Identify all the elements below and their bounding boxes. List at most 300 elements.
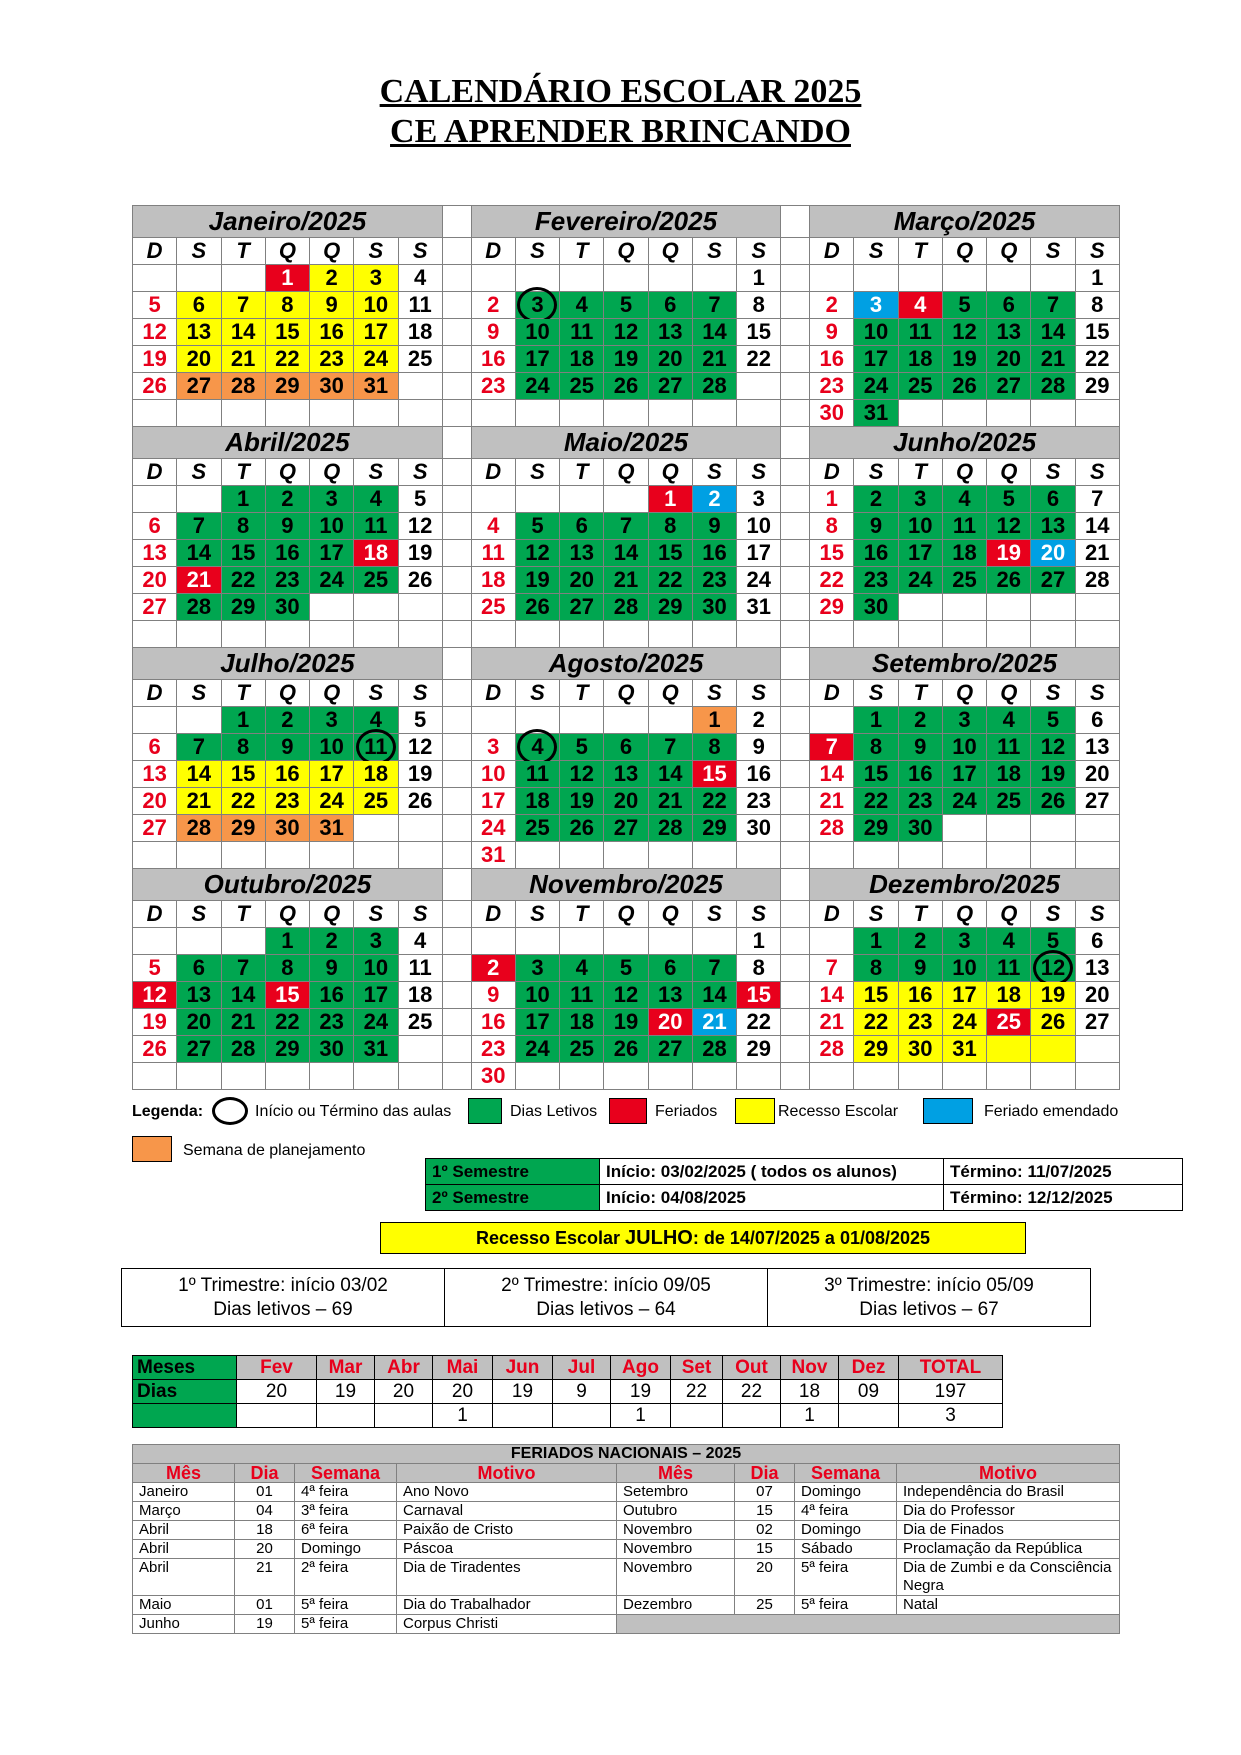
column-gap: [442, 868, 471, 900]
month-header: Maio/2025: [471, 427, 781, 459]
empty-cell: [398, 1035, 442, 1062]
day-cell: 12: [942, 319, 986, 346]
day-cell: 7: [221, 292, 265, 319]
empty-cell: [604, 400, 648, 427]
empty-cell: [398, 814, 442, 841]
empty-cell: [221, 927, 265, 954]
day-cell: 11: [942, 513, 986, 540]
day-cell: 6: [560, 513, 604, 540]
day-cell: 29: [692, 814, 736, 841]
empty-cell: [560, 265, 604, 292]
day-cell: 1: [854, 706, 898, 733]
weekday-header: Q: [265, 238, 309, 265]
column-gap: [781, 954, 810, 981]
day-cell: 21: [177, 787, 221, 814]
day-cell: 5: [515, 513, 559, 540]
school-days-row: [133, 1356, 1003, 1380]
day-cell: 12: [398, 733, 442, 760]
school-days-cell: 19: [493, 1380, 553, 1404]
holidays-header: Mês: [617, 1464, 735, 1483]
day-cell: 13: [648, 981, 692, 1008]
weekday-header: S: [177, 679, 221, 706]
semester-row: [426, 1159, 1183, 1185]
school-days-cell: Nov: [781, 1356, 839, 1380]
day-cell: 28: [221, 373, 265, 400]
empty-cell: [604, 927, 648, 954]
day-cell: 19: [515, 567, 559, 594]
day-cell: 4: [515, 733, 559, 760]
day-cell: 26: [515, 594, 559, 621]
weekday-header: S: [398, 238, 442, 265]
day-cell: 26: [604, 1035, 648, 1062]
day-cell: 19: [987, 540, 1031, 567]
month-header: Fevereiro/2025: [471, 206, 781, 238]
day-cell: 13: [604, 760, 648, 787]
day-cell: 21: [177, 567, 221, 594]
day-cell: 18: [354, 540, 398, 567]
legend-yellow-swatch: [735, 1098, 775, 1124]
empty-cell: [1031, 841, 1075, 868]
holidays-header: Mês: [133, 1464, 235, 1483]
school-days-row-label: [133, 1404, 237, 1428]
day-cell: 21: [648, 787, 692, 814]
school-days-row-label: Dias: [133, 1380, 237, 1404]
day-cell: 1: [692, 706, 736, 733]
column-gap: [442, 292, 471, 319]
school-days-cell: TOTAL: [899, 1356, 1003, 1380]
day-cell: 17: [737, 540, 781, 567]
weekday-header: S: [354, 900, 398, 927]
weekday-header: S: [737, 238, 781, 265]
table-row: [133, 1559, 1120, 1596]
day-cell: 22: [737, 1008, 781, 1035]
column-gap: [442, 238, 471, 265]
empty-cell: [133, 927, 177, 954]
day-cell: 31: [854, 400, 898, 427]
day-cell: 3: [737, 486, 781, 513]
weekday-header: D: [810, 679, 854, 706]
day-cell: 23: [810, 373, 854, 400]
empty-cell: [854, 841, 898, 868]
weekday-header: S: [177, 900, 221, 927]
weekday-header: D: [471, 238, 515, 265]
day-cell: 5: [942, 292, 986, 319]
day-cell: 11: [398, 292, 442, 319]
school-days-cell: 197: [899, 1380, 1003, 1404]
day-cell: 16: [471, 1008, 515, 1035]
day-cell: 13: [133, 760, 177, 787]
day-cell: 28: [810, 1035, 854, 1062]
holiday-cell: Sábado: [795, 1540, 897, 1559]
day-cell: 12: [515, 540, 559, 567]
day-cell: 7: [604, 513, 648, 540]
day-cell: 8: [265, 292, 309, 319]
column-gap: [442, 900, 471, 927]
empty-cell: [604, 621, 648, 648]
day-cell: 10: [854, 319, 898, 346]
day-cell: 16: [898, 760, 942, 787]
legend-blue-label: Feriado emendado: [984, 1103, 1119, 1120]
day-cell: 28: [221, 1035, 265, 1062]
day-cell: 6: [177, 954, 221, 981]
empty-cell: [471, 486, 515, 513]
school-days-cell: [553, 1404, 611, 1428]
school-days-row: [133, 1380, 1003, 1404]
holiday-cell: 5ª feira: [795, 1559, 897, 1596]
day-cell: 23: [265, 567, 309, 594]
weekday-header: S: [515, 900, 559, 927]
school-days-cell: Abr: [375, 1356, 433, 1380]
day-cell: 12: [133, 981, 177, 1008]
day-cell: 6: [648, 954, 692, 981]
empty-cell: [133, 841, 177, 868]
day-cell: 25: [898, 373, 942, 400]
weekday-header: T: [221, 238, 265, 265]
school-days-row-label: Meses: [133, 1356, 237, 1380]
weekday-header: S: [737, 679, 781, 706]
day-cell: 14: [221, 981, 265, 1008]
empty-cell: [515, 486, 559, 513]
school-days-cell: 20: [237, 1380, 317, 1404]
weekday-header: S: [692, 459, 736, 486]
weekday-header: T: [898, 900, 942, 927]
day-cell: 30: [310, 1035, 354, 1062]
day-cell: 10: [898, 513, 942, 540]
trimester-cell: [768, 1269, 1091, 1327]
day-cell: 25: [515, 814, 559, 841]
day-cell: 29: [1075, 373, 1119, 400]
legend-label: Legenda:: [132, 1103, 204, 1120]
day-cell: 21: [692, 1008, 736, 1035]
column-gap: [781, 814, 810, 841]
empty-cell: [604, 265, 648, 292]
empty-cell: [398, 841, 442, 868]
day-cell: 29: [221, 594, 265, 621]
empty-cell: [737, 841, 781, 868]
day-cell: 15: [854, 760, 898, 787]
holiday-cell: Domingo: [795, 1483, 897, 1502]
day-cell: 26: [133, 373, 177, 400]
holiday-cell: 15: [735, 1540, 795, 1559]
month-header: Outubro/2025: [133, 868, 443, 900]
weekday-header: S: [354, 679, 398, 706]
weekday-header: S: [1075, 679, 1119, 706]
day-cell: 16: [471, 346, 515, 373]
weekday-header: Q: [310, 459, 354, 486]
day-cell: 14: [1075, 513, 1119, 540]
day-cell: 4: [987, 706, 1031, 733]
day-cell: 9: [310, 954, 354, 981]
empty-cell: [133, 621, 177, 648]
weekday-header: D: [133, 900, 177, 927]
school-days-cell: 1: [433, 1404, 493, 1428]
weekday-header: D: [471, 679, 515, 706]
column-gap: [442, 486, 471, 513]
empty-cell: [1075, 400, 1119, 427]
day-cell: 11: [354, 513, 398, 540]
day-cell: 3: [310, 706, 354, 733]
holiday-cell: Dezembro: [617, 1596, 735, 1615]
day-cell: 5: [1031, 706, 1075, 733]
day-cell: 14: [1031, 319, 1075, 346]
day-cell: 30: [471, 1062, 515, 1089]
day-cell: 20: [648, 346, 692, 373]
weekday-header: Q: [604, 459, 648, 486]
day-cell: 6: [648, 292, 692, 319]
column-gap: [781, 733, 810, 760]
day-cell: 8: [810, 513, 854, 540]
day-cell: 9: [310, 292, 354, 319]
empty-cell: [810, 841, 854, 868]
column-gap: [781, 540, 810, 567]
day-cell: 24: [310, 787, 354, 814]
column-gap: [442, 814, 471, 841]
day-cell: 28: [810, 814, 854, 841]
day-cell: 9: [810, 319, 854, 346]
day-cell: 8: [854, 733, 898, 760]
weekday-header: S: [1031, 459, 1075, 486]
day-cell: 1: [854, 927, 898, 954]
page-title-line2: CE APRENDER BRINCANDO: [390, 113, 851, 150]
weekday-header: T: [898, 238, 942, 265]
day-cell: 3: [515, 954, 559, 981]
empty-cell: [737, 373, 781, 400]
column-gap: [781, 206, 810, 238]
school-days-cell: 22: [671, 1380, 723, 1404]
table-row: [133, 1540, 1120, 1559]
day-cell: 20: [648, 1008, 692, 1035]
day-cell: 22: [692, 787, 736, 814]
day-cell: 17: [942, 981, 986, 1008]
day-cell: 10: [515, 981, 559, 1008]
day-cell: 23: [471, 1035, 515, 1062]
school-days-cell: 18: [781, 1380, 839, 1404]
weekday-header: S: [398, 900, 442, 927]
day-cell: 10: [515, 319, 559, 346]
day-cell: 24: [354, 1008, 398, 1035]
weekday-header: Q: [648, 900, 692, 927]
day-cell: 16: [265, 540, 309, 567]
empty-cell: [265, 841, 309, 868]
day-cell: 26: [1031, 1008, 1075, 1035]
day-cell: 16: [310, 981, 354, 1008]
empty-cell: [354, 594, 398, 621]
day-cell: 17: [310, 760, 354, 787]
school-days-cell: [375, 1404, 433, 1428]
column-gap: [781, 621, 810, 648]
table-row: [133, 1615, 1120, 1634]
day-cell: 5: [398, 706, 442, 733]
day-cell: 16: [265, 760, 309, 787]
school-days-cell: Ago: [611, 1356, 671, 1380]
day-cell: 24: [515, 1035, 559, 1062]
table-row: [133, 1521, 1120, 1540]
day-cell: 4: [987, 927, 1031, 954]
empty-cell: [942, 594, 986, 621]
day-cell: 20: [560, 567, 604, 594]
weekday-header: Q: [987, 238, 1031, 265]
holiday-cell: Páscoa: [397, 1540, 617, 1559]
weekday-header: Q: [942, 459, 986, 486]
column-gap: [442, 647, 471, 679]
empty-cell: [310, 621, 354, 648]
school-days-cell: Set: [671, 1356, 723, 1380]
school-days-cell: [723, 1404, 781, 1428]
day-cell: 25: [398, 346, 442, 373]
trimester-cell: [122, 1269, 445, 1327]
day-cell: 11: [987, 954, 1031, 981]
weekday-header: Q: [942, 238, 986, 265]
day-cell: 2: [471, 954, 515, 981]
empty-cell: [898, 594, 942, 621]
day-cell: 2: [692, 486, 736, 513]
column-gap: [442, 1008, 471, 1035]
day-cell: 21: [1075, 540, 1119, 567]
school-days-cell: 19: [317, 1380, 375, 1404]
day-cell: 30: [265, 814, 309, 841]
school-days-cell: Jun: [493, 1356, 553, 1380]
holiday-cell: Abril: [133, 1559, 235, 1596]
day-cell: 18: [471, 567, 515, 594]
empty-cell: [898, 1062, 942, 1089]
column-gap: [442, 346, 471, 373]
day-cell: 19: [398, 540, 442, 567]
weekday-header: T: [221, 679, 265, 706]
column-gap: [781, 346, 810, 373]
day-cell: 15: [221, 760, 265, 787]
holiday-cell: 18: [235, 1521, 295, 1540]
day-cell: 29: [265, 1035, 309, 1062]
day-cell: 30: [810, 400, 854, 427]
day-cell: 29: [854, 1035, 898, 1062]
day-cell: 6: [987, 292, 1031, 319]
day-cell: 31: [471, 841, 515, 868]
day-cell: 14: [604, 540, 648, 567]
empty-cell: [692, 1062, 736, 1089]
column-gap: [781, 706, 810, 733]
weekday-header: T: [898, 679, 942, 706]
empty-cell: [515, 1062, 559, 1089]
weekday-header: S: [398, 459, 442, 486]
column-gap: [442, 679, 471, 706]
empty-cell: [648, 400, 692, 427]
day-cell: 9: [737, 733, 781, 760]
day-cell: 30: [310, 373, 354, 400]
holiday-cell: Dia do Professor: [897, 1502, 1120, 1521]
column-gap: [442, 787, 471, 814]
day-cell: 13: [1075, 733, 1119, 760]
weekday-header: D: [810, 900, 854, 927]
day-cell: 5: [560, 733, 604, 760]
day-cell: 4: [398, 265, 442, 292]
trimester-start: 2º Trimestre: início 09/05: [501, 1274, 711, 1296]
day-cell: 17: [471, 787, 515, 814]
day-cell: 19: [1031, 760, 1075, 787]
empty-cell: [987, 265, 1031, 292]
day-cell: 10: [354, 292, 398, 319]
day-cell: 1: [265, 265, 309, 292]
holidays-header: Semana: [795, 1464, 897, 1483]
empty-cell: [471, 927, 515, 954]
holiday-cell: Dia do Trabalhador: [397, 1596, 617, 1615]
empty-cell: [471, 706, 515, 733]
day-cell: 14: [177, 760, 221, 787]
empty-cell: [987, 594, 1031, 621]
empty-cell: [648, 265, 692, 292]
holiday-cell: Outubro: [617, 1502, 735, 1521]
holiday-cell: Março: [133, 1502, 235, 1521]
empty-cell: [471, 621, 515, 648]
day-cell: 23: [692, 567, 736, 594]
day-cell: 23: [265, 787, 309, 814]
table-row: [133, 1596, 1120, 1615]
empty-cell: [133, 265, 177, 292]
day-cell: 25: [354, 787, 398, 814]
empty-cell: [942, 400, 986, 427]
day-cell: 18: [560, 1008, 604, 1035]
day-cell: 27: [133, 814, 177, 841]
holiday-cell: 5ª feira: [295, 1615, 397, 1634]
school-days-cell: Jul: [553, 1356, 611, 1380]
day-cell: 22: [265, 1008, 309, 1035]
trimester-table: [121, 1268, 1091, 1327]
table-row: [133, 1502, 1120, 1521]
column-gap: [781, 868, 810, 900]
day-cell: 21: [692, 346, 736, 373]
empty-cell: [1075, 594, 1119, 621]
day-cell: 15: [1075, 319, 1119, 346]
holiday-cell: Novembro: [617, 1521, 735, 1540]
empty-cell: [354, 841, 398, 868]
column-gap: [442, 954, 471, 981]
day-cell: 22: [737, 346, 781, 373]
empty-cell: [133, 706, 177, 733]
day-cell: 13: [1075, 954, 1119, 981]
day-cell: 20: [1075, 981, 1119, 1008]
day-cell: 1: [1075, 265, 1119, 292]
day-cell: 8: [221, 733, 265, 760]
empty-cell: [737, 400, 781, 427]
school-days-cell: Fev: [237, 1356, 317, 1380]
day-cell: 8: [221, 513, 265, 540]
day-cell: 20: [1075, 760, 1119, 787]
empty-cell: [133, 486, 177, 513]
school-days-cell: [317, 1404, 375, 1428]
empty-cell: [310, 1062, 354, 1089]
day-cell: 8: [1075, 292, 1119, 319]
day-cell: 8: [737, 954, 781, 981]
weekday-header: S: [737, 900, 781, 927]
weekday-header: Q: [310, 238, 354, 265]
empty-cell: [692, 400, 736, 427]
day-cell: 26: [987, 567, 1031, 594]
empty-cell: [810, 706, 854, 733]
day-cell: 29: [737, 1035, 781, 1062]
weekday-header: T: [221, 900, 265, 927]
day-cell: 2: [310, 927, 354, 954]
empty-cell: [692, 265, 736, 292]
semester-name: 2º Semestre: [426, 1185, 600, 1211]
empty-cell: [942, 814, 986, 841]
holiday-cell: 21: [235, 1559, 295, 1596]
day-cell: 24: [942, 787, 986, 814]
empty-cell: [810, 1062, 854, 1089]
school-days-cell: [671, 1404, 723, 1428]
holiday-cell: Domingo: [795, 1521, 897, 1540]
weekday-header: Q: [310, 900, 354, 927]
column-gap: [442, 981, 471, 1008]
semester-start: Início: 04/08/2025: [600, 1185, 944, 1211]
